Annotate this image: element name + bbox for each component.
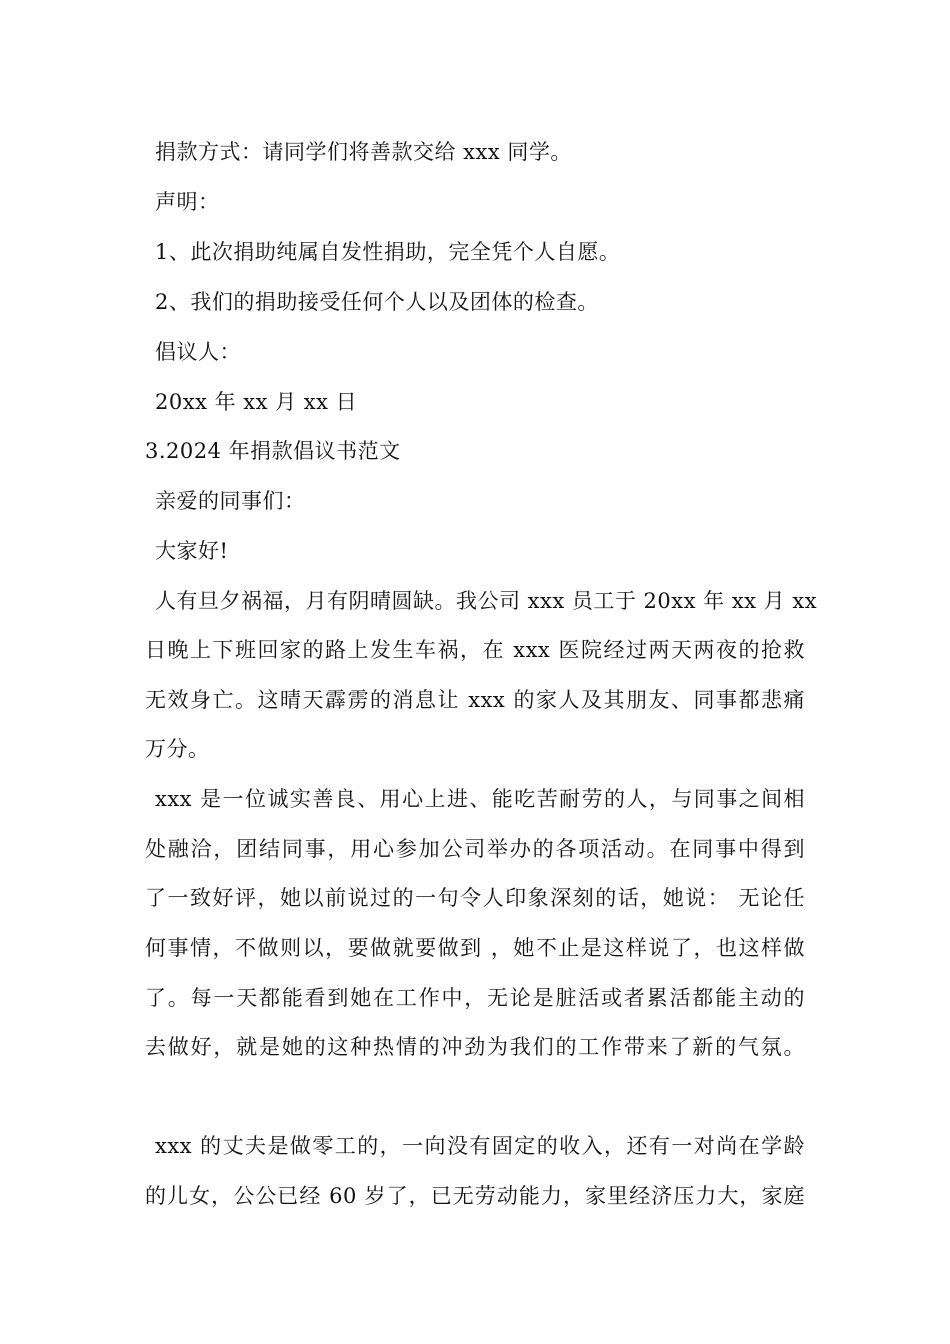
donation-method-line: 捐款方式：请同学们将善款交给 xxx 同学。 — [155, 140, 572, 164]
statement-item-2: 2、我们的捐助接受任何个人以及团体的检查。 — [155, 290, 599, 314]
paragraph-2-line-6: 去做好，就是她的这种热情的冲劲为我们的工作带来了新的气氛。 — [145, 1035, 805, 1059]
statement-item-1: 1、此次捐助纯属自发性捐助，完全凭个人自愿。 — [155, 240, 621, 264]
salutation: 亲爱的同事们： — [155, 489, 306, 513]
paragraph-3-line-1: xxx 的丈夫是做零工的，一向没有固定的收入，还有一对尚在学龄 — [155, 1134, 805, 1158]
date-line: 20xx 年 xx 月 xx 日 — [155, 390, 358, 414]
paragraph-2-line-3: 了一致好评，她以前说过的一句令人印象深刻的话，她说： 无论任 — [145, 886, 805, 910]
paragraph-1-line-4: 万分。 — [145, 737, 210, 761]
greeting: 大家好! — [155, 539, 229, 563]
paragraph-1-line-1: 人有旦夕祸福，月有阴晴圆缺。我公司 xxx 员工于 20xx 年 xx 月 xx — [155, 589, 818, 613]
paragraph-2-line-2: 处融洽，团结同事，用心参加公司举办的各项活动。在同事中得到 — [145, 837, 805, 861]
section-heading: 3.2024 年捐款倡议书范文 — [145, 439, 401, 463]
paragraph-1-line-2: 日晚上下班回家的路上发生车祸，在 xxx 医院经过两天两夜的抢救 — [145, 638, 805, 662]
statement-heading: 声明： — [155, 190, 220, 214]
paragraph-2-line-5: 了。每一天都能看到她在工作中，无论是脏活或者累活都能主动的 — [145, 986, 805, 1010]
paragraph-2-line-4: 何事情，不做则以，要做就要做到 ，她不止是这样说了，也这样做 — [145, 936, 805, 960]
paragraph-3-line-2: 的儿女，公公已经 60 岁了，已无劳动能力，家里经济压力大，家庭 — [145, 1184, 805, 1208]
paragraph-1-line-3: 无效身亡。这晴天霹雳的消息让 xxx 的家人及其朋友、同事都悲痛 — [145, 688, 805, 712]
paragraph-2-line-1: xxx 是一位诚实善良、用心上进、能吃苦耐劳的人，与同事之间相 — [155, 787, 805, 811]
initiator-label: 倡议人： — [155, 340, 241, 364]
